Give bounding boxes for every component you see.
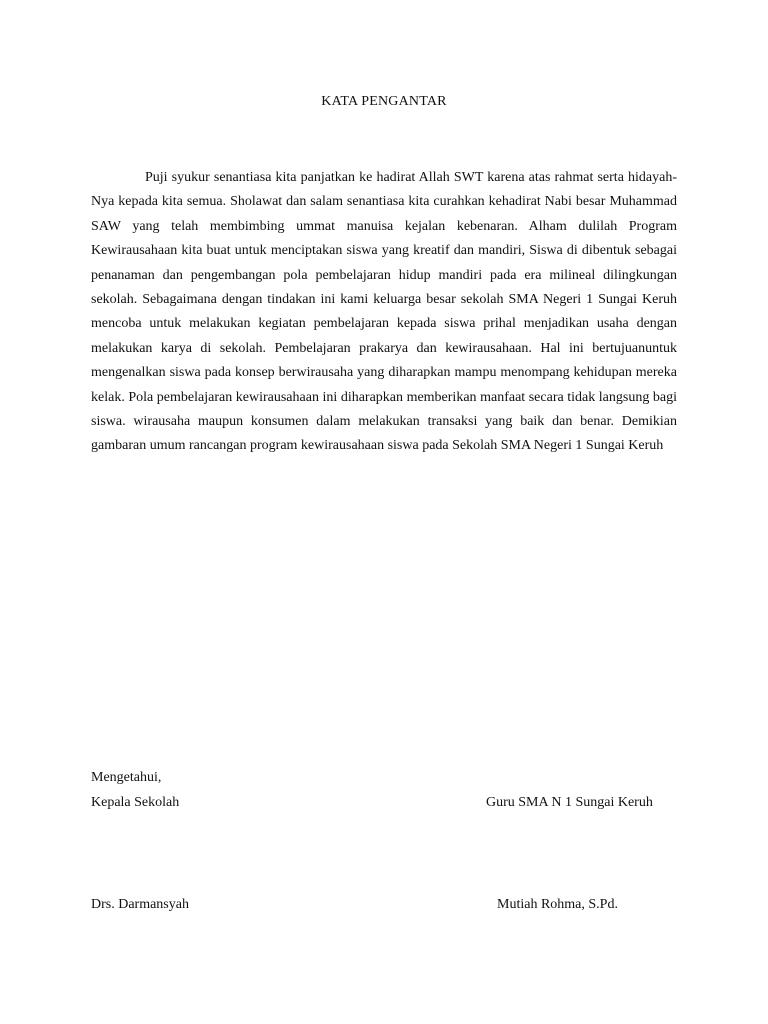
principal-role: Kepala Sekolah bbox=[91, 795, 180, 810]
foreword-paragraph: Puji syukur senantiasa kita panjatkan ke hadirat Allah SWT karena atas rahmat serta hidayah-Nya kepada kita semua. Sholawat dan salam senantiasa kita curahkan kehadirat Nabi besar Muhammad SAW yang telah membimbing ummat manuisa kejalan kebenaran. Alham dulilah Program Kewirausahaan kita buat untuk menciptakan siswa yang kreatif dan mandiri, Siswa di dibentuk sebagai penanaman dan pengembangan pola pembelajaran hidup mandiri pada era milineal dilingkungan sekolah. Sebagaimana dengan tindakan ini kami keluarga besar sekolah SMA Negeri 1 Sungai Keruh mencoba untuk melakukan kegiatan pembelajaran kepada siswa prihal menjadikan usaha dengan melakukan karya di sekolah. Pembelajaran prakarya dan kewirausahaan. Hal ini bertujuanuntuk mengenalkan siswa pada konsep berwirausaha yang diharapkan mampu menompang kehidupan mereka kelak. Pola pembelajaran kewirausahaan ini diharapkan memberikan manfaat secara tidak langsung bagi siswa. wirausaha maupun konsumen dalam melakukan transaksi yang baik dan benar. Demikian gambaran umum rancangan program kewirausahaan siswa pada Sekolah SMA Negeri 1 Sungai Keruh bbox=[91, 170, 677, 454]
teacher-name: Mutiah Rohma, S.Pd. bbox=[497, 897, 618, 912]
page-title: KATA PENGANTAR bbox=[321, 94, 447, 109]
teacher-role: Guru SMA N 1 Sungai Keruh bbox=[486, 795, 653, 810]
principal-name: Drs. Darmansyah bbox=[91, 897, 189, 912]
acknowledged-label: Mengetahui, bbox=[91, 770, 162, 785]
